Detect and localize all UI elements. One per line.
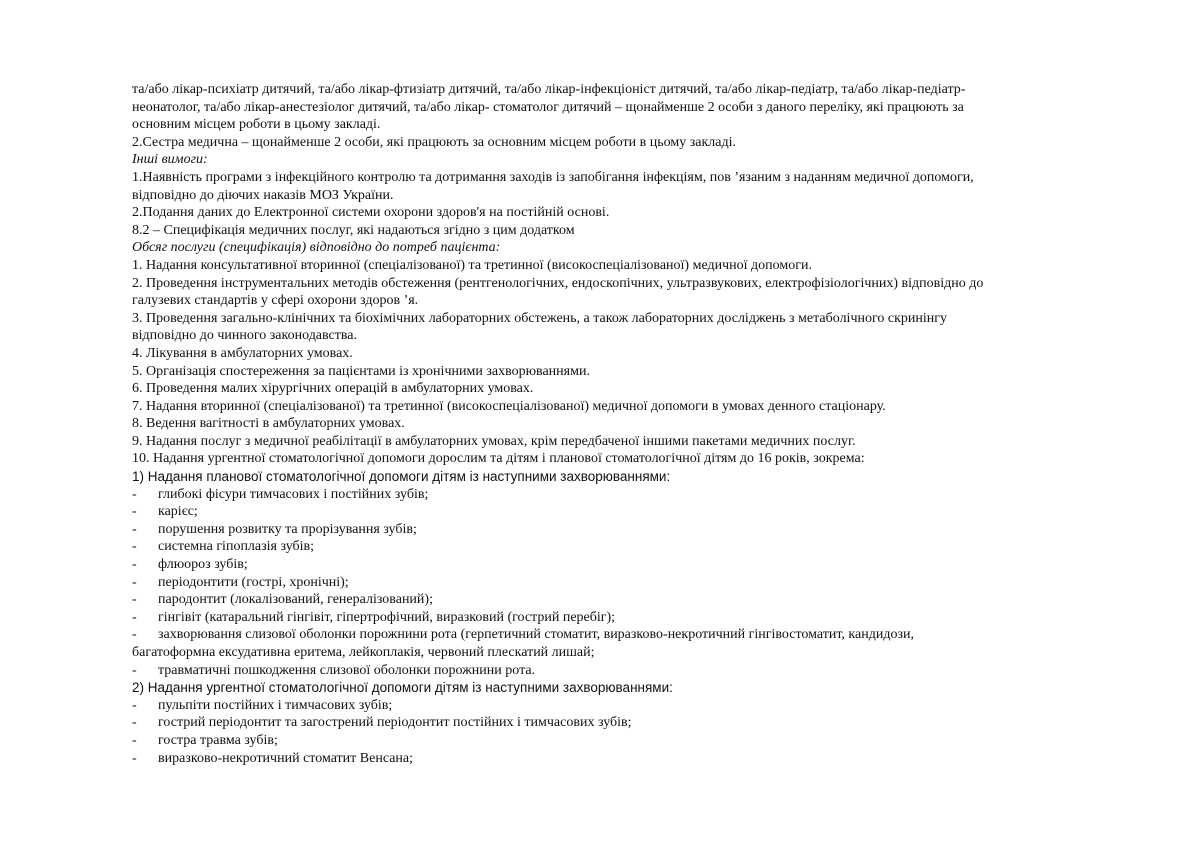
planned-list-item <box>132 556 1092 574</box>
service-item-9: 9. Надання послуг з медичної реабілітації в амбулаторних умовах, крім передбаченої іншими пакетами медичних послуг. <box>132 433 856 449</box>
intro-line: неонатолог, та/або лікар-анестезіолог дитячий, та/або лікар- стоматолог дитячий – щонайменше 2 особи з даного переліку, які працюють за <box>132 99 964 115</box>
bullet-dash: - <box>132 557 137 573</box>
other-requirement-1-line: 1.Наявність програми з інфекційного контролю та дотримання заходів із запобігання інфекціям, пов ʼязаним з наданням медичної допомоги, <box>132 169 974 185</box>
planned-list-item <box>132 486 1092 504</box>
urgent-list-item <box>132 750 1092 768</box>
urgent-item-text: виразково-некротичний стоматит Венсана; <box>158 750 414 766</box>
urgent-list-item <box>132 732 1092 750</box>
intro-line: та/або лікар-психіатр дитячий, та/або лікар-фтизіатр дитячий, та/або лікар-інфекціоніст дитячий, та/або лікар-педіатр, та/або лікар-педіатр- <box>132 82 966 97</box>
bullet-dash: - <box>132 574 137 590</box>
bullet-dash: - <box>132 539 137 555</box>
other-requirement-1-line: відповідно до діючих наказів МОЗ України. <box>132 187 394 203</box>
service-item-2: галузевих стандартів у сфері охорони здоров ʼя. <box>132 293 419 309</box>
planned-item-text: періодонтити (гострі, хронічні); <box>158 574 349 590</box>
urgent-item-text: гостра травма зубів; <box>158 732 278 748</box>
planned-list-item <box>132 503 1092 521</box>
urgent-list-item <box>132 714 1092 732</box>
planned-list-item <box>132 591 1092 609</box>
service-item-3: 3. Проведення загально-клінічних та біохімічних лабораторних обстежень, а також лабораторних досліджень з метаболічного скринінгу <box>132 310 947 326</box>
service-item-1: 1. Надання консультативної вторинної (спеціалізованої) та третинної (високоспеціалізованої) медичної допомоги. <box>132 257 812 273</box>
urgent-list-item <box>132 697 1092 715</box>
service-item-5: 5. Організація спостереження за пацієнтами із хронічними захворюваннями. <box>132 363 590 379</box>
planned-item-continuation: багатоформна ексудативна еритема, лейкоплакія, червоний плескатий лишай; <box>132 645 595 660</box>
other-requirement-2-line: 2.Подання даних до Електронної системи охорони здоров'я на постійній основі. <box>132 205 610 221</box>
planned-item-text: порушення розвитку та прорізування зубів; <box>158 521 417 537</box>
bullet-dash: - <box>132 715 137 731</box>
planned-list-item <box>132 609 1092 627</box>
service-item-2: 2. Проведення інструментальних методів обстеження (рентгенологічних, ендоскопічних, ультразвукових, електрофізіологічних) відповідно до <box>132 275 984 291</box>
planned-item-text: карієс; <box>158 504 198 520</box>
service-item-7: 7. Надання вторинної (спеціалізованої) та третинної (високоспеціалізованої) медичної допомоги в умовах денного стаціонару. <box>132 398 886 414</box>
planned-item-text: пародонтит (локалізований, генералізований); <box>158 592 433 608</box>
bullet-dash: - <box>132 627 137 643</box>
planned-list-item <box>132 626 1092 644</box>
bullet-dash: - <box>132 662 137 678</box>
bullet-dash: - <box>132 697 137 713</box>
bullet-dash: - <box>132 732 137 748</box>
planned-list-item <box>132 521 1092 539</box>
planned-item-text: глибокі фісури тимчасових і постійних зубів; <box>158 486 429 502</box>
service-item-10: 10. Надання ургентної стоматологічної допомоги дорослим та дітям і планової стоматологічної дітям до 16 років, зокрема: <box>132 451 865 467</box>
other-requirements-heading: Інші вимоги: <box>132 152 208 168</box>
planned-item-text: захворювання слизової оболонки порожнини рота (герпетичний стоматит, виразково-некротичний гінгівостоматит, кандидози, <box>158 627 914 643</box>
urgent-item-text: гострий періодонтит та загострений періодонтит постійних і тимчасових зубів; <box>158 715 632 731</box>
service-item-8: 8. Ведення вагітності в амбулаторних умовах. <box>132 416 405 432</box>
document-page <box>132 81 1092 767</box>
nurse-requirement: 2.Сестра медична – щонайменше 2 особи, які працюють за основним місцем роботи в цьому закладі. <box>132 134 736 150</box>
urgent-care-heading: 2) Надання ургентної стоматологічної допомоги дітям із наступними захворюваннями: <box>132 680 673 696</box>
bullet-dash: - <box>132 521 137 537</box>
service-item-4: 4. Лікування в амбулаторних умовах. <box>132 345 353 361</box>
service-item-3: відповідно до чинного законодавства. <box>132 328 358 344</box>
scope-heading: Обсяг послуги (специфікація) відповідно до потреб пацієнта: <box>132 240 501 256</box>
planned-list-item <box>132 538 1092 556</box>
planned-item-text: системна гіпоплазія зубів; <box>158 539 315 555</box>
bullet-dash: - <box>132 486 137 502</box>
planned-item-text: гінгівіт (катаральний гінгівіт, гіпертрофічний, виразковий (гострий перебіг); <box>158 609 616 625</box>
bullet-dash: - <box>132 609 137 625</box>
service-item-6: 6. Проведення малих хірургічних операцій в амбулаторних умовах. <box>132 381 534 397</box>
planned-list-item <box>132 574 1092 592</box>
intro-line: основним місцем роботи в цьому закладі. <box>132 117 381 133</box>
planned-care-heading: 1) Надання планової стоматологічної допомоги дітям із наступними захворюваннями: <box>132 469 671 485</box>
bullet-dash: - <box>132 504 137 520</box>
urgent-item-text: пульпіти постійних і тимчасових зубів; <box>158 697 393 713</box>
planned-item-text: флюороз зубів; <box>158 557 248 573</box>
planned-list-item <box>132 662 1092 680</box>
specification-line: 8.2 – Специфікація медичних послуг, які надаються згідно з цим додатком <box>132 222 575 238</box>
bullet-dash: - <box>132 750 137 766</box>
planned-item-text: травматичні пошкодження слизової оболонки порожнини рота. <box>158 662 536 678</box>
bullet-dash: - <box>132 592 137 608</box>
